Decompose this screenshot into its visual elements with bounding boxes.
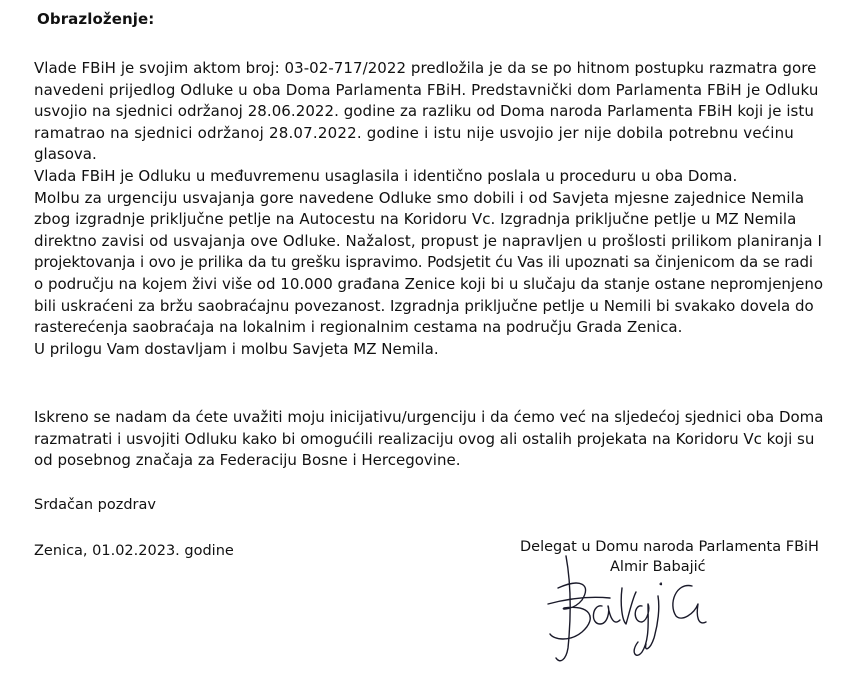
paragraph-line: razmatrati i usvojiti Odluku kako bi omogućili realizaciju ovog ali ostalih projekata na Koridoru Vc koji su [34, 429, 815, 448]
paragraph-line: Molbu za urgenciju usvajanja gore navedene Odluke smo dobili i od Savjeta mjesne zajednice Nemila [34, 188, 805, 207]
closing-greeting: Srdačan pozdrav [34, 497, 156, 513]
paragraph-line: Iskreno se nadam da ćete uvažiti moju inicijativu/urgenciju i da ćemo već na sljedećoj sjednici oba Doma [34, 408, 824, 426]
paragraph-line: Vlada FBiH je Odluku u međuvremenu usaglasila i identično poslala u proceduru u oba Doma. [34, 166, 738, 185]
paragraph-line: navedeni prijedlog Odluke u oba Doma Parlamenta FBiH. Predstavnički dom Parlamenta FBiH je Odluku [34, 80, 819, 99]
paragraph-request [34, 407, 834, 472]
signatory-name: Almir Babajić [610, 559, 706, 575]
paragraph-line: bili uskraćeni za bržu saobraćajnu povezanost. Izgradnja priključne petlje u Nemili bi svakako dovela do [34, 296, 814, 315]
paragraph-line: rasterećenja saobraćaja na lokalnim i regionalnim cestama na području Grada Zenica. [34, 318, 683, 337]
document-heading: Obrazloženje: [37, 10, 155, 28]
paragraph-line: Vlade FBiH je svojim aktom broj: 03-02-717/2022 predložila je da se po hitnom postupku razmatra gore [34, 59, 817, 77]
place-and-date: Zenica, 01.02.2023. godine [34, 543, 234, 559]
paragraph-line: projektovanja i ovo je prilika da tu grešku ispravimo. Podsjetit ću Vas ili upoznati sa činjenicom da se radi [34, 253, 813, 272]
paragraph-line: direktno zavisi od usvajanja ove Odluke. Nažalost, propust je napravljen u prošlosti prilikom planiranja I [34, 231, 823, 250]
paragraph-line: zbog izgradnje priključne petlje na Autocestu na Koridoru Vc. Izgradnja priključne petlje u MZ Nemila [34, 210, 797, 229]
paragraph-line: o području na kojem živi više od 10.000 građana Zenice koji bi u slučaju da stanje ostane nepromjenjeno [34, 274, 824, 293]
paragraph-line: usvojio na sjednici održanoj 28.06.2022. godine za razliku od Doma naroda Parlamenta FBiH koji je istu [34, 102, 814, 121]
handwritten-signature [530, 548, 730, 668]
paragraph-explanation [34, 58, 834, 360]
paragraph-line: od posebnog značaja za Federaciju Bosne i Hercegovine. [34, 451, 461, 470]
signatory-role: Delegat u Domu naroda Parlamenta FBiH [520, 539, 819, 555]
paragraph-line: ramatrao na sjednici održanoj 28.07.2022. godine i istu nije usvojio jer nije dobila potrebnu većinu [34, 123, 795, 142]
paragraph-line: U prilogu Vam dostavljam i molbu Savjeta MZ Nemila. [34, 339, 439, 358]
paragraph-line: glasova. [34, 145, 97, 164]
